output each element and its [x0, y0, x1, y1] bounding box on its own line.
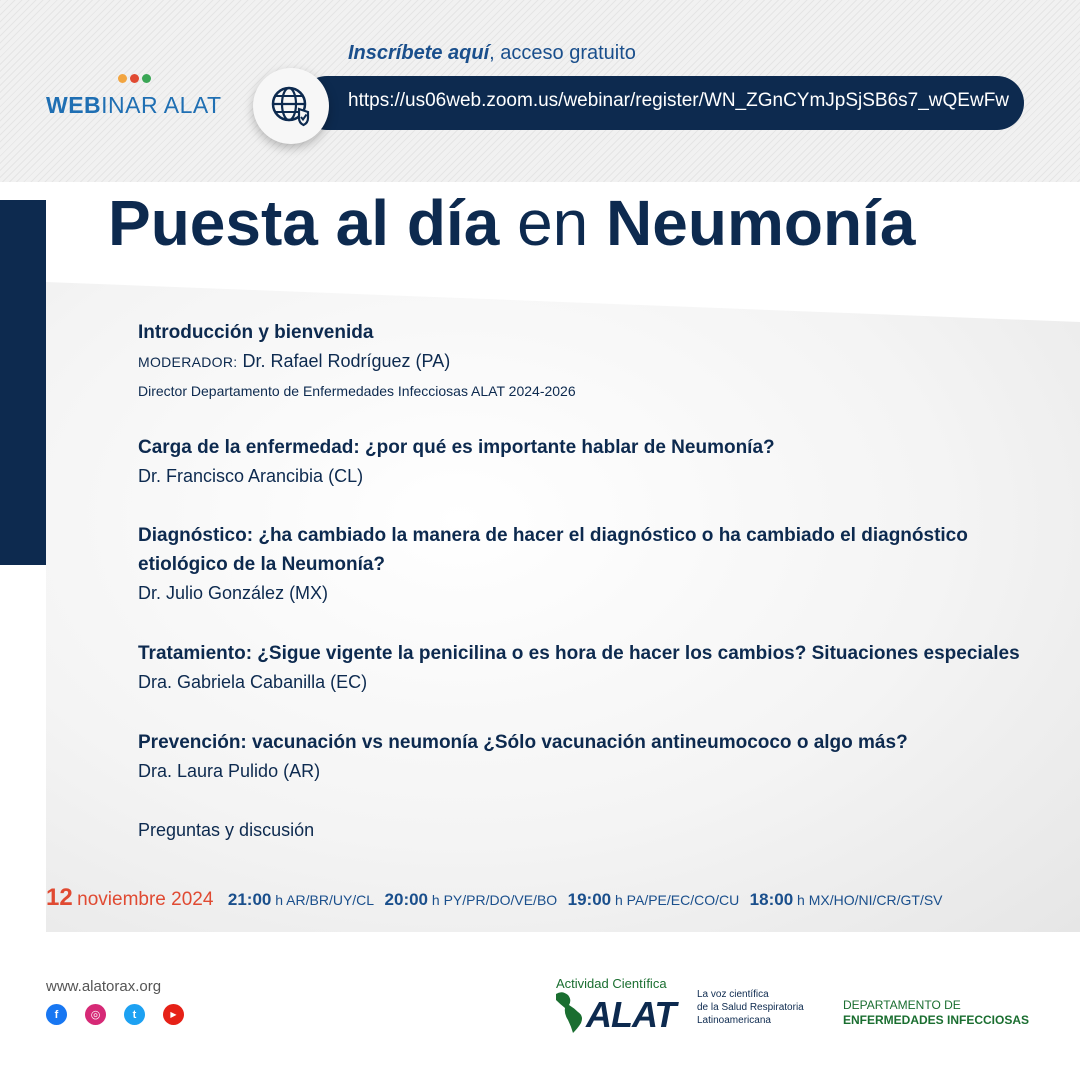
alat-wordmark: ALAT — [586, 994, 676, 1035]
register-rest: , acceso gratuito — [489, 42, 636, 64]
alat-tagline-line: La voz científica — [697, 989, 769, 1000]
timezone-countries: h PY/PR/DO/VE/BO — [431, 892, 558, 908]
footer — [0, 932, 1080, 1080]
accent-bar — [0, 200, 46, 565]
timezone-time: 18:00 — [749, 890, 794, 909]
agenda-item-speaker: Dr. Francisco Arancibia (CL) — [138, 466, 364, 486]
facebook-icon[interactable]: f — [46, 1004, 67, 1025]
timezone-time: 21:00 — [227, 890, 272, 909]
moderator-name: Dr. Rafael Rodríguez (PA) — [242, 351, 451, 371]
timezone-time: 19:00 — [567, 890, 612, 909]
moderator-note: Director Departamento de Enfermedades Infecciosas ALAT 2024-2026 — [138, 383, 576, 399]
alat-tagline-line: Latinoamericana — [697, 1015, 771, 1026]
alat-tagline — [697, 988, 827, 1027]
website-link[interactable]: www.alatorax.org — [46, 978, 162, 995]
title-part-1: Puesta al día — [108, 187, 500, 259]
date-row — [46, 884, 949, 912]
title-part-3: Neumonía — [606, 187, 916, 259]
logo-dot-orange — [118, 74, 127, 83]
date-day: 12 — [46, 884, 73, 911]
actividad-cientifica-label: Actividad Científica — [556, 976, 667, 991]
title-part-2: en — [517, 187, 589, 259]
agenda-item-speaker: Preguntas y discusión — [138, 820, 315, 840]
youtube-icon[interactable]: ▶ — [163, 1004, 184, 1025]
timezone-countries: h MX/HO/NI/CR/GT/SV — [797, 892, 943, 908]
globe-shield-icon — [253, 68, 329, 144]
date-month-year: noviembre 2024 — [77, 889, 214, 910]
timezone-countries: h PA/PE/EC/CO/CU — [615, 892, 740, 908]
alat-tagline-line: de la Salud Respiratoria — [697, 1002, 804, 1013]
instagram-icon[interactable]: ◎ — [85, 1004, 106, 1025]
agenda-item-speaker: Dra. Laura Pulido (AR) — [138, 761, 321, 781]
timezone-countries: h AR/BR/UY/CL — [275, 892, 375, 908]
agenda-item-title: Tratamiento: ¿Sigue vigente la penicilina o es hora de hacer los cambios? Situaciones especiales — [138, 643, 1020, 664]
agenda-list — [138, 318, 1058, 845]
timezone-1 — [228, 892, 374, 908]
logo-word-rest: INAR ALAT — [101, 92, 222, 118]
logo-dots — [118, 74, 151, 83]
register-lead: Inscríbete aquí — [348, 42, 490, 64]
timezone-3 — [568, 892, 740, 908]
social-links — [46, 1004, 184, 1025]
agenda-item-tratamiento — [138, 639, 1058, 697]
moderator-role-label: MODERADOR: — [138, 354, 238, 370]
agenda-item-diagnostico — [138, 521, 1058, 608]
logo-word-bold: WEB — [46, 92, 102, 118]
logo-dot-green — [142, 74, 151, 83]
agenda-item-speaker — [138, 347, 1058, 377]
agenda-item-speaker: Dr. Julio González (MX) — [138, 583, 329, 603]
register-line — [348, 42, 636, 65]
page-title — [108, 186, 915, 260]
registration-link[interactable] — [300, 76, 1024, 130]
twitter-icon[interactable]: t — [124, 1004, 145, 1025]
agenda-item-title: Carga de la enfermedad: ¿por qué es importante hablar de Neumonía? — [138, 437, 775, 458]
timezone-time: 20:00 — [384, 890, 429, 909]
agenda-item-speaker: Dra. Gabriela Cabanilla (EC) — [138, 672, 368, 692]
alat-logo — [552, 992, 682, 1034]
agenda-item-preguntas — [138, 816, 1058, 845]
department-line-1: DEPARTAMENTO DE — [843, 998, 961, 1012]
agenda-item-title: Introducción y bienvenida — [138, 322, 374, 343]
department-label — [843, 998, 1029, 1028]
agenda-item-carga — [138, 433, 1058, 491]
logo-dot-red — [130, 74, 139, 83]
department-line-2: ENFERMEDADES INFECCIOSAS — [843, 1013, 1030, 1027]
webinar-alat-logo — [46, 74, 226, 124]
agenda-item-intro — [138, 318, 1058, 405]
timezone-2 — [385, 892, 558, 908]
timezone-4 — [750, 892, 943, 908]
agenda-item-title: Diagnóstico: ¿ha cambiado la manera de hacer el diagnóstico o ha cambiado el diagnóstico etiológico de la Neumonía? — [138, 525, 968, 575]
registration-url[interactable]: https://us06web.zoom.us/webinar/register/WN_ZGnCYmJpSjSB6s7_wQEwFw — [348, 90, 1010, 111]
agenda-item-prevencion — [138, 728, 1058, 786]
agenda-item-title: Prevención: vacunación vs neumonía ¿Sólo vacunación antineumococo o algo más? — [138, 732, 908, 753]
logo-text — [46, 92, 222, 119]
